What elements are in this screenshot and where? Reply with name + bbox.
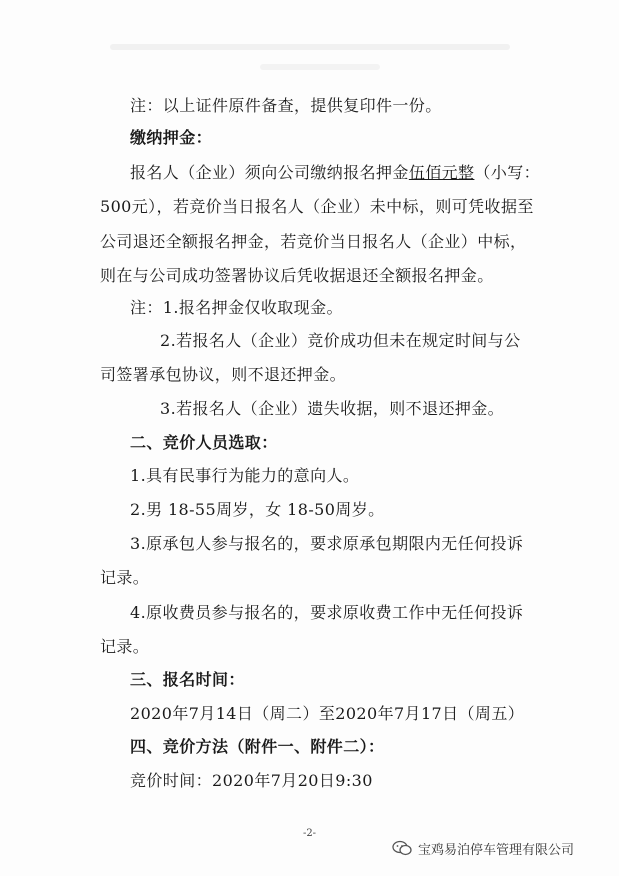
page-number: -2- [302, 828, 317, 839]
deposit-amount-capital: 伍佰元整 [408, 163, 475, 182]
deposit-note-2-line-1: 2.若报名人（企业）竞价成功但未在规定时间与公 [160, 331, 521, 350]
bleed-through-artifact [110, 38, 530, 86]
heading-bidding-method: 四、竞价方法（附件一、附件二）： [130, 737, 385, 756]
bidding-time: 竞价时间：2020年7月20日9:30 [130, 771, 373, 790]
heading-deposit: 缴纳押金： [130, 128, 213, 147]
heading-registration-time: 三、报名时间： [130, 670, 245, 689]
deposit-paragraph-line-2: 500元），若竞价当日报名人（企业）未中标，则可凭收据至 [100, 197, 534, 216]
deposit-note-2-line-2: 司签署承包协议，则不退还押金。 [100, 365, 347, 384]
watermark-text: 宝鸡易泊停车管理有限公司 [418, 842, 575, 858]
bidder-item-3-line-1: 3.原承包人参与报名的，要求原承包期限内无任何投诉 [130, 534, 524, 553]
heading-bidder-selection: 二、竞价人员选取： [130, 433, 278, 452]
deposit-paragraph-line-4: 则在与公司成功签署协议后凭收据退还全额报名押金。 [100, 266, 494, 285]
wechat-watermark [392, 838, 574, 858]
bidder-item-1: 1.具有民事行为能力的意向人。 [130, 466, 360, 485]
wechat-icon [392, 840, 412, 856]
deposit-note-1: 注：1.报名押金仅收取现金。 [130, 298, 343, 317]
deposit-paragraph-line-3: 公司退还全额报名押金，若竞价当日报名人（企业）中标， [100, 232, 527, 251]
bidder-item-4-line-1: 4.原收费员参与报名的，要求原收费工作中无任何投诉 [130, 603, 524, 622]
note-certificates: 注：以上证件原件备查，提供复印件一份。 [130, 96, 442, 115]
deposit-note-3: 3.若报名人（企业）遗失收据，则不退还押金。 [160, 399, 505, 418]
registration-period: 2020年7月14日（周二）至2020年7月17日（周五） [130, 704, 525, 723]
bidder-item-4-line-2: 记录。 [100, 637, 150, 656]
bidder-item-3-line-2: 记录。 [100, 568, 150, 587]
deposit-paragraph-line-1: 报名人（企业）须向公司缴纳报名押金伍佰元整（小写： [130, 163, 541, 182]
bidder-item-2: 2.男 18-55周岁，女 18-50周岁。 [130, 500, 385, 519]
